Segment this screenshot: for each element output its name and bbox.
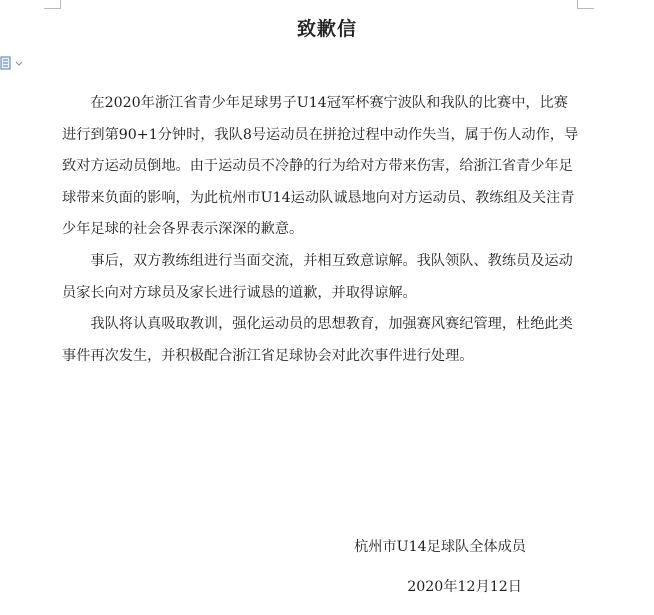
paragraph-reconciliation: 事后，双方教练组进行当面交流，并相互致意谅解。我队领队、教练员及运动员家长向对方球员及家长进行诚恳的道歉，并取得谅解。: [62, 252, 573, 301]
crop-mark-top-right-vertical: [577, 0, 578, 8]
crop-mark-top-left-vertical: [60, 0, 61, 8]
crop-mark-top-left-horizontal: [44, 8, 61, 9]
letter-signature: 杭州市U14足球队全体成员: [354, 539, 526, 555]
paragraph-apology: 在2020年浙江省青少年足球男子U14冠军杯赛宁波队和我队的比赛中，比赛进行到第90+1分钟时，我队8号运动员在拼抢过程中动作失当，属于伤人动作，导致对方运动员倒地。由于运动员不冷静的行为给对方带来伤害，给浙江省青少年足球带来负面的影响，为此杭州市U14运动队诚恳地向对方运动员、教练组及关注青少年足球的社会各界表示深深的歉意。: [62, 95, 579, 238]
letter-date: 2020年12月12日: [407, 579, 522, 595]
crop-mark-top-right-horizontal: [577, 8, 594, 9]
letter-title: 致歉信: [296, 18, 357, 40]
paragraph-commitment: 我队将认真吸取教训，强化运动员的思想教育，加强赛风赛纪管理，杜绝此类事件再次发生，并积极配合浙江省足球协会对此次事件进行处理。: [62, 316, 573, 364]
document-options-icon[interactable]: [0, 55, 26, 69]
letter-body: [62, 88, 582, 372]
